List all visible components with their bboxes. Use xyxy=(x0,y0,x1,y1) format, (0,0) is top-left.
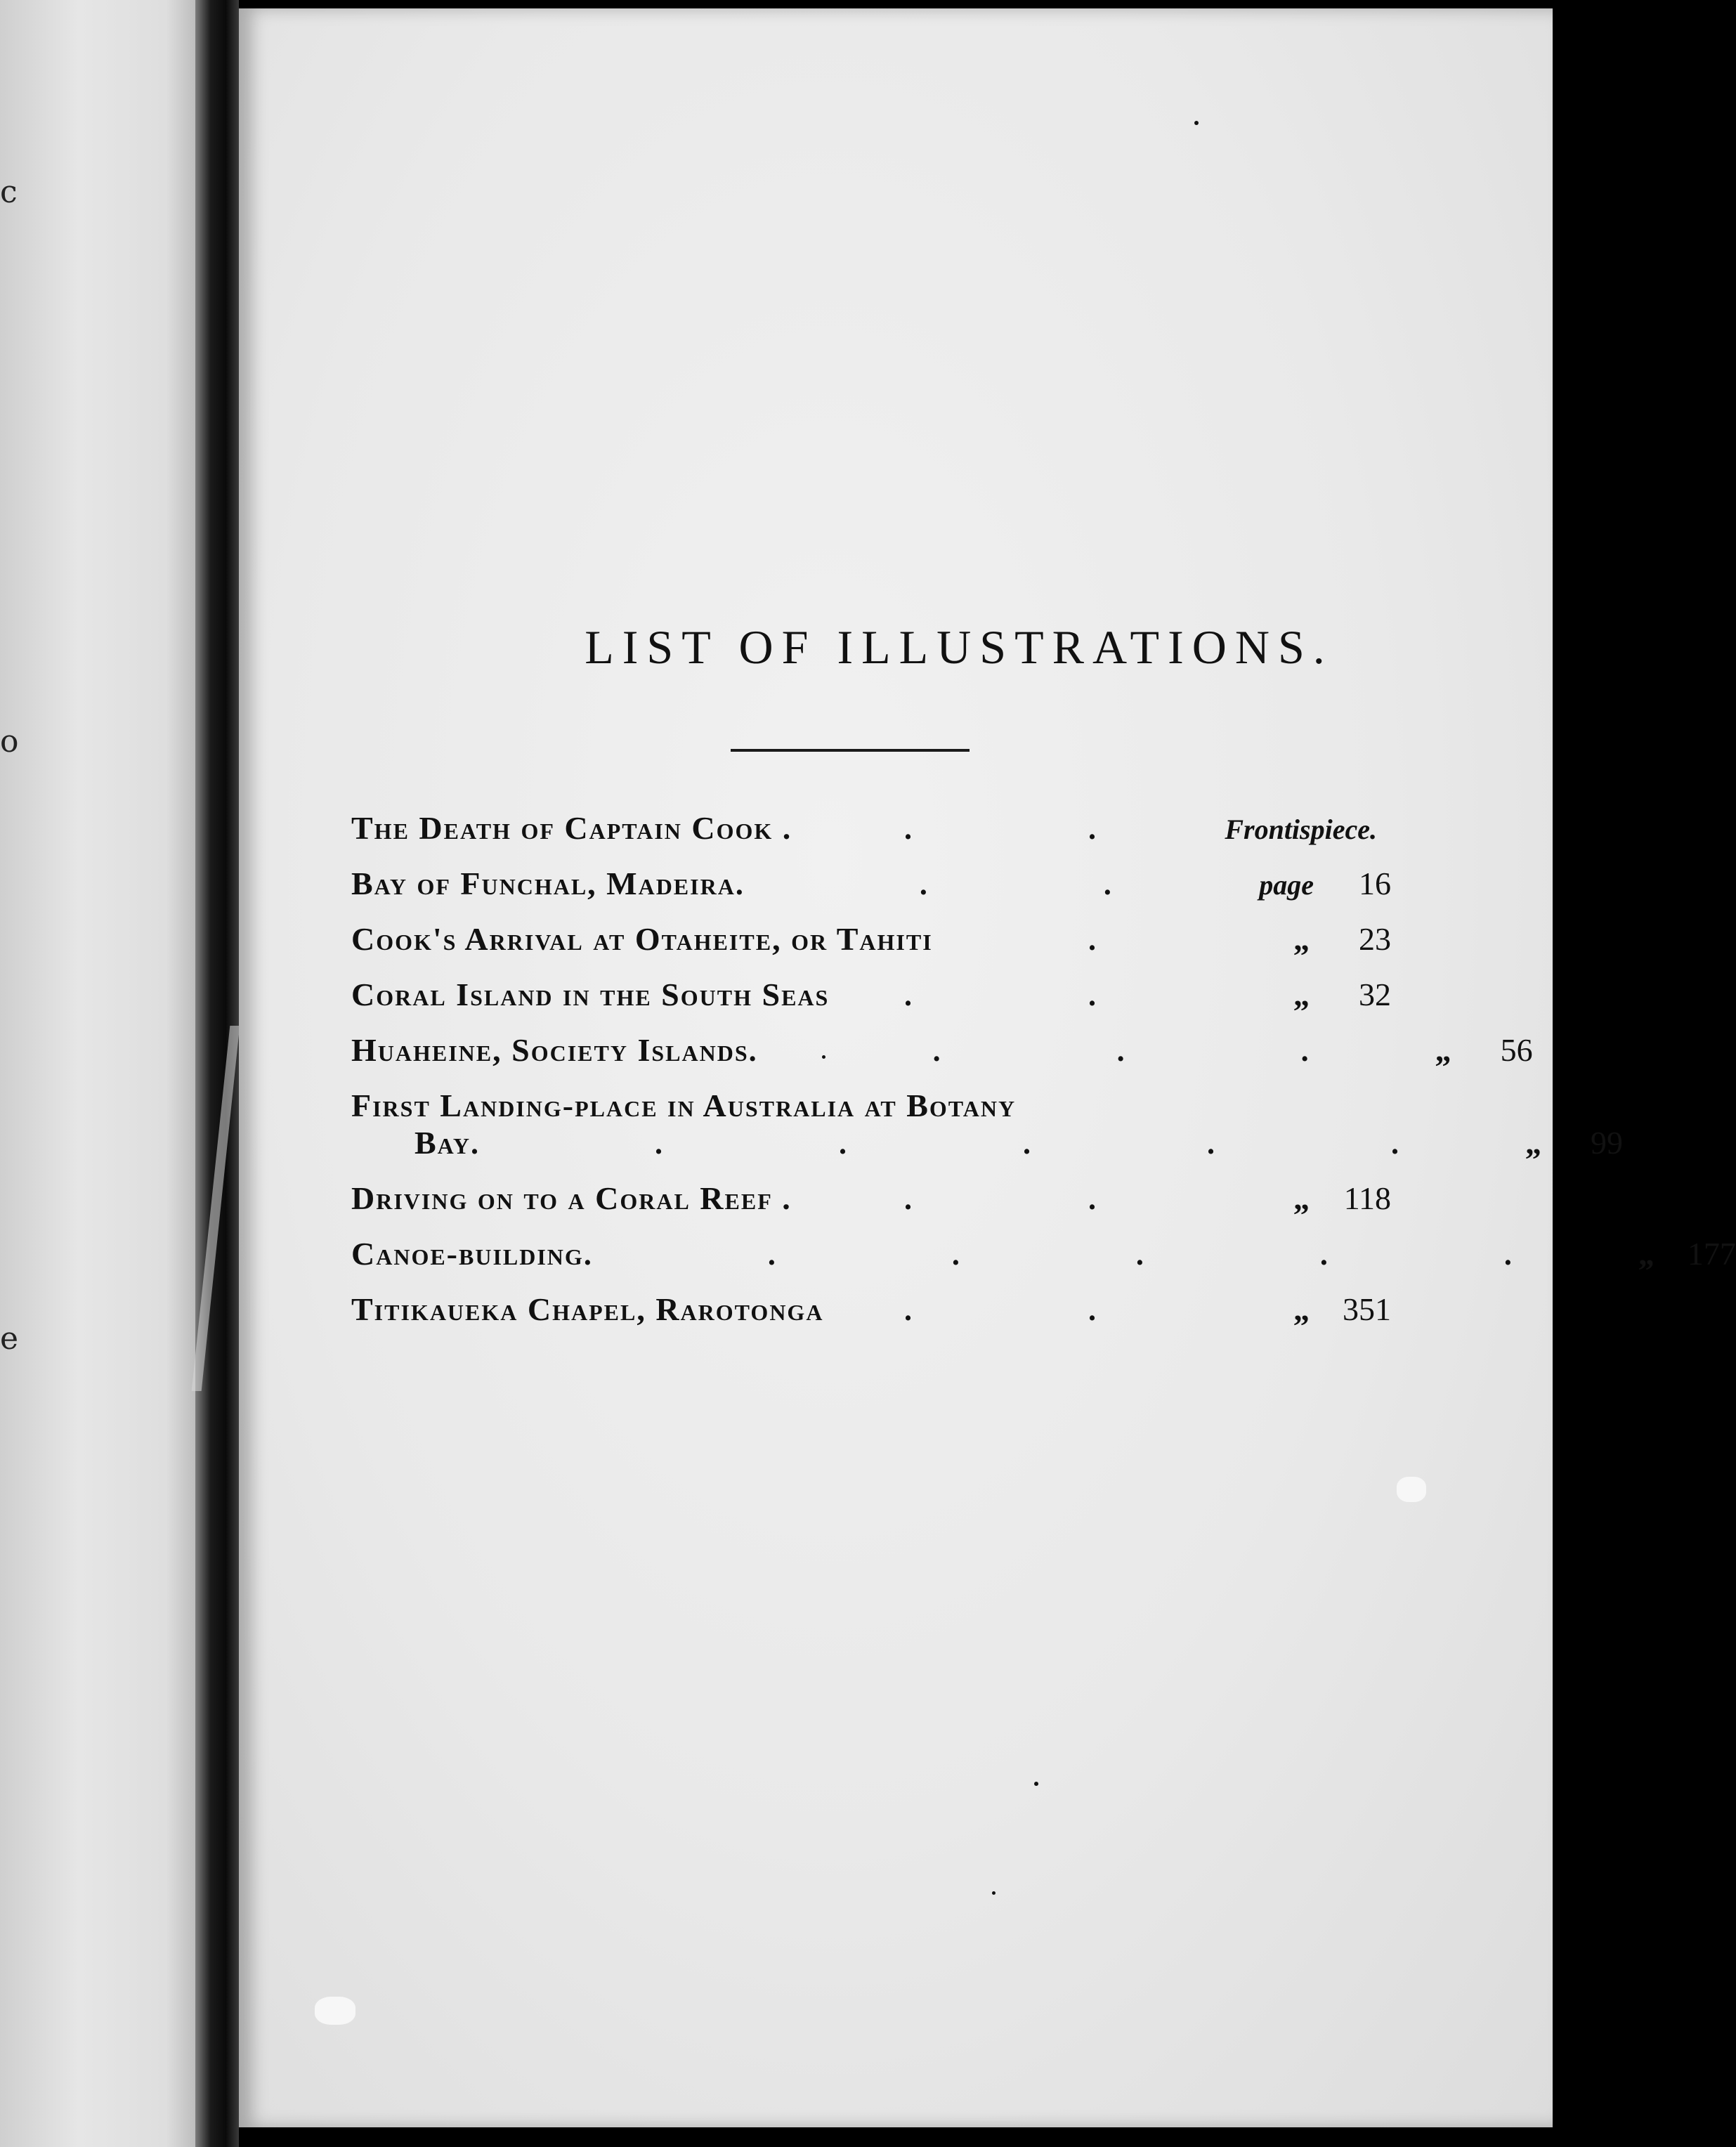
dot-leaders: . . xyxy=(904,978,1180,1012)
list-item xyxy=(351,976,1391,1013)
page-reference xyxy=(1222,920,1391,958)
ditto-mark: „ xyxy=(1435,1032,1451,1068)
ditto-mark: „ xyxy=(1293,977,1310,1012)
illustration-title: Canoe-building xyxy=(351,1236,584,1272)
illustration-title: Titikaueka Chapel, Rarotonga xyxy=(351,1291,824,1327)
page-reference xyxy=(1222,809,1391,847)
dot-leaders: . xyxy=(1088,922,1180,957)
ditto-mark: „ xyxy=(1525,1125,1541,1161)
title-rule xyxy=(731,749,970,752)
list-item xyxy=(351,809,1391,847)
paper-flaw xyxy=(1397,1477,1426,1502)
page-reference xyxy=(1222,976,1391,1013)
page-number: 16 xyxy=(1359,866,1391,901)
page-label: Frontispiece. xyxy=(1225,814,1377,845)
illustration-list xyxy=(351,809,1736,1328)
page-reference xyxy=(1222,1291,1391,1328)
previous-page-edge xyxy=(0,0,195,2147)
page-reference xyxy=(1435,1031,1533,1069)
page-number: 351 xyxy=(1343,1291,1391,1327)
ditto-mark: „ xyxy=(1293,1291,1310,1327)
paper-speck xyxy=(992,1891,996,1895)
illustrations-page xyxy=(239,8,1736,2127)
page-title: LIST OF ILLUSTRATIONS. xyxy=(585,620,1333,674)
list-item xyxy=(351,1031,1533,1069)
list-item xyxy=(351,865,1391,902)
page-number: 118 xyxy=(1343,1180,1391,1216)
dot-leaders: . . xyxy=(904,1182,1180,1216)
illustration-title: Huaheine, Society Islands xyxy=(351,1032,749,1068)
illustration-title-continued-row xyxy=(351,1124,1623,1161)
paper-speck xyxy=(1194,121,1199,125)
illustration-title: Coral Island in the South Seas xyxy=(351,977,830,1012)
dot-leaders: . . xyxy=(904,811,1180,846)
dot-leaders: . . . xyxy=(735,867,1196,901)
illustration-title: Driving on to a Coral Reef . xyxy=(351,1180,792,1216)
dot-leaders: . . . . . . xyxy=(470,1126,1483,1161)
page-reference xyxy=(1638,1235,1736,1272)
illustration-title-continued: Bay xyxy=(415,1125,471,1161)
previous-page-letter: e xyxy=(0,1321,19,1357)
illustration-title: The Death of Captain Cook . xyxy=(351,810,792,846)
page-reference xyxy=(1222,1180,1391,1217)
list-item xyxy=(351,1291,1391,1328)
list-item xyxy=(351,920,1391,958)
list-item xyxy=(351,1235,1736,1272)
list-item xyxy=(351,1180,1391,1217)
list-item xyxy=(351,1087,1623,1161)
page-reference xyxy=(1525,1124,1623,1161)
paper-speck xyxy=(1034,1782,1038,1786)
page-label: page xyxy=(1259,869,1314,901)
previous-page-letter: o xyxy=(0,724,19,759)
ditto-mark: „ xyxy=(1293,921,1310,957)
illustration-title: Cook's Arrival at Otaheite, or Tahiti xyxy=(351,921,933,957)
illustration-title: Bay of Funchal, Madeira xyxy=(351,866,736,901)
dot-leaders: . . . . . . xyxy=(583,1237,1596,1272)
page-number: 177 xyxy=(1687,1236,1736,1272)
page-number: 32 xyxy=(1359,977,1391,1012)
ditto-mark: „ xyxy=(1638,1236,1655,1272)
ditto-mark: „ xyxy=(1293,1180,1310,1216)
illustration-title: First Landing-place in Australia at Botany xyxy=(351,1088,1017,1123)
dot-leaders: . . . . xyxy=(748,1033,1393,1068)
page-number: 56 xyxy=(1500,1032,1533,1068)
page-number: 23 xyxy=(1359,921,1391,957)
dot-leaders: . . xyxy=(904,1293,1180,1327)
page-number: 99 xyxy=(1590,1125,1623,1161)
previous-page-letter: c xyxy=(0,174,18,210)
paper-flaw xyxy=(315,1997,355,2025)
page-reference xyxy=(1238,865,1391,902)
